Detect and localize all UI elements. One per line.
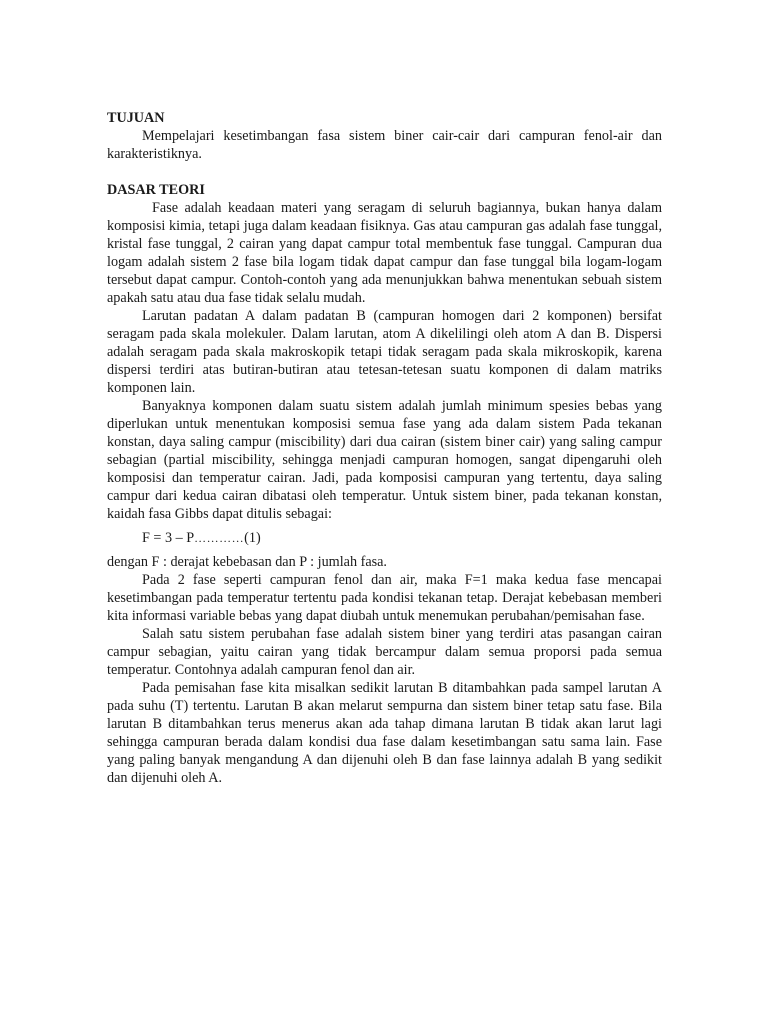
paragraph-2: Larutan padatan A dalam padatan B (campuran homogen dari 2 komponen) bersifat seragam pada skala molekuler. Dalam larutan, atom A dikelilingi oleh atom A dan B. Dispersi adalah seragam pada skala makroskopik tetapi tidak seragam pada skala mikroskopik, karena dispersi terdiri atas butiran-butiran atau tetesan-tetesan suatu komponen di dalam matriks komponen lain. [107, 308, 662, 396]
paragraph-6: Salah satu sistem perubahan fase adalah sistem biner yang terdiri atas pasangan cairan campur sebagian, yaitu cairan yang tidak bercampur dalam semua proporsi pada semua temperatur. Contohnya adalah campuran fenol dan air. [107, 626, 662, 678]
paragraph-1: Fase adalah keadaan materi yang seragam di seluruh bagiannya, bukan hanya dalam komposisi kimia, tetapi juga dalam keadaan fisiknya. Gas atau campuran gas adalah fase tunggal, kristal fase tunggal, 2 cairan yang dapat campur total membentuk fase tunggal. Campuran dua logam adalah sistem 2 fase bila logam tidak dapat campur dan fase tunggal bila logam-logam tersebut dapat campur. Contoh-contoh yang ada menunjukkan bahwa menentukan sebuah sistem apakah satu atau dua fase tidak selalu mudah. [107, 200, 662, 306]
formula-expression: F = 3 – P [142, 530, 195, 546]
heading-tujuan: TUJUAN [107, 110, 165, 126]
paragraph-7: Pada pemisahan fase kita misalkan sedikit larutan B ditambahkan pada sampel larutan A pada suhu (T) tertentu. Larutan B akan melarut sempurna dan sistem biner tetap satu fase. Bila larutan B ditambahkan terus menerus akan ada tahap dimana larutan B tidak akan larut lagi sehingga campuran berada dalam kondisi dua fase dalam kesetimbangan satu sama lain. Fase yang paling banyak mengandung A dan dijenuhi oleh B dan fase lainnya adalah B yang sedikit dan dijenuhi oleh A. [107, 680, 662, 786]
paragraph-5: Pada 2 fase seperti campuran fenol dan air, maka F=1 maka kedua fase mencapai kesetimbangan pada temperatur tertentu pada kondisi tekanan tetap. Derajat kebebasan memberi kita informasi variable bebas yang dapat diubah untuk menemukan perubahan/pemisahan fase. [107, 572, 662, 624]
document-page [107, 109, 662, 787]
heading-dasar-teori: DASAR TEORI [107, 182, 205, 198]
paragraph-3: Banyaknya komponen dalam suatu sistem adalah jumlah minimum spesies bebas yang diperlukan untuk menentukan komposisi semua fase yang ada dalam sistem Pada tekanan konstan, daya saling campur (miscibility) dari dua cairan (sistem biner cair) yang saling campur sebagian (partial miscibility, sehingga menjadi campuran homogen, sangat dipengaruhi oleh komposisi dan temperatur cairan. Jadi, pada komposisi campuran yang tertentu, daya saling campur dari kedua cairan dibatasi oleh temperatur. Untuk sistem biner, pada tekanan konstan, kaidah fasa Gibbs dapat ditulis sebagai: [107, 398, 662, 522]
gibbs-formula [142, 529, 662, 547]
section-spacer [107, 163, 662, 181]
paragraph-4: dengan F : derajat kebebasan dan P : jumlah fasa. [107, 554, 387, 570]
formula-dots: ………… [194, 531, 245, 545]
formula-number: (1) [244, 530, 261, 546]
paragraph-tujuan: Mempelajari kesetimbangan fasa sistem biner cair-cair dari campuran fenol-air dan karakteristiknya. [107, 128, 662, 162]
